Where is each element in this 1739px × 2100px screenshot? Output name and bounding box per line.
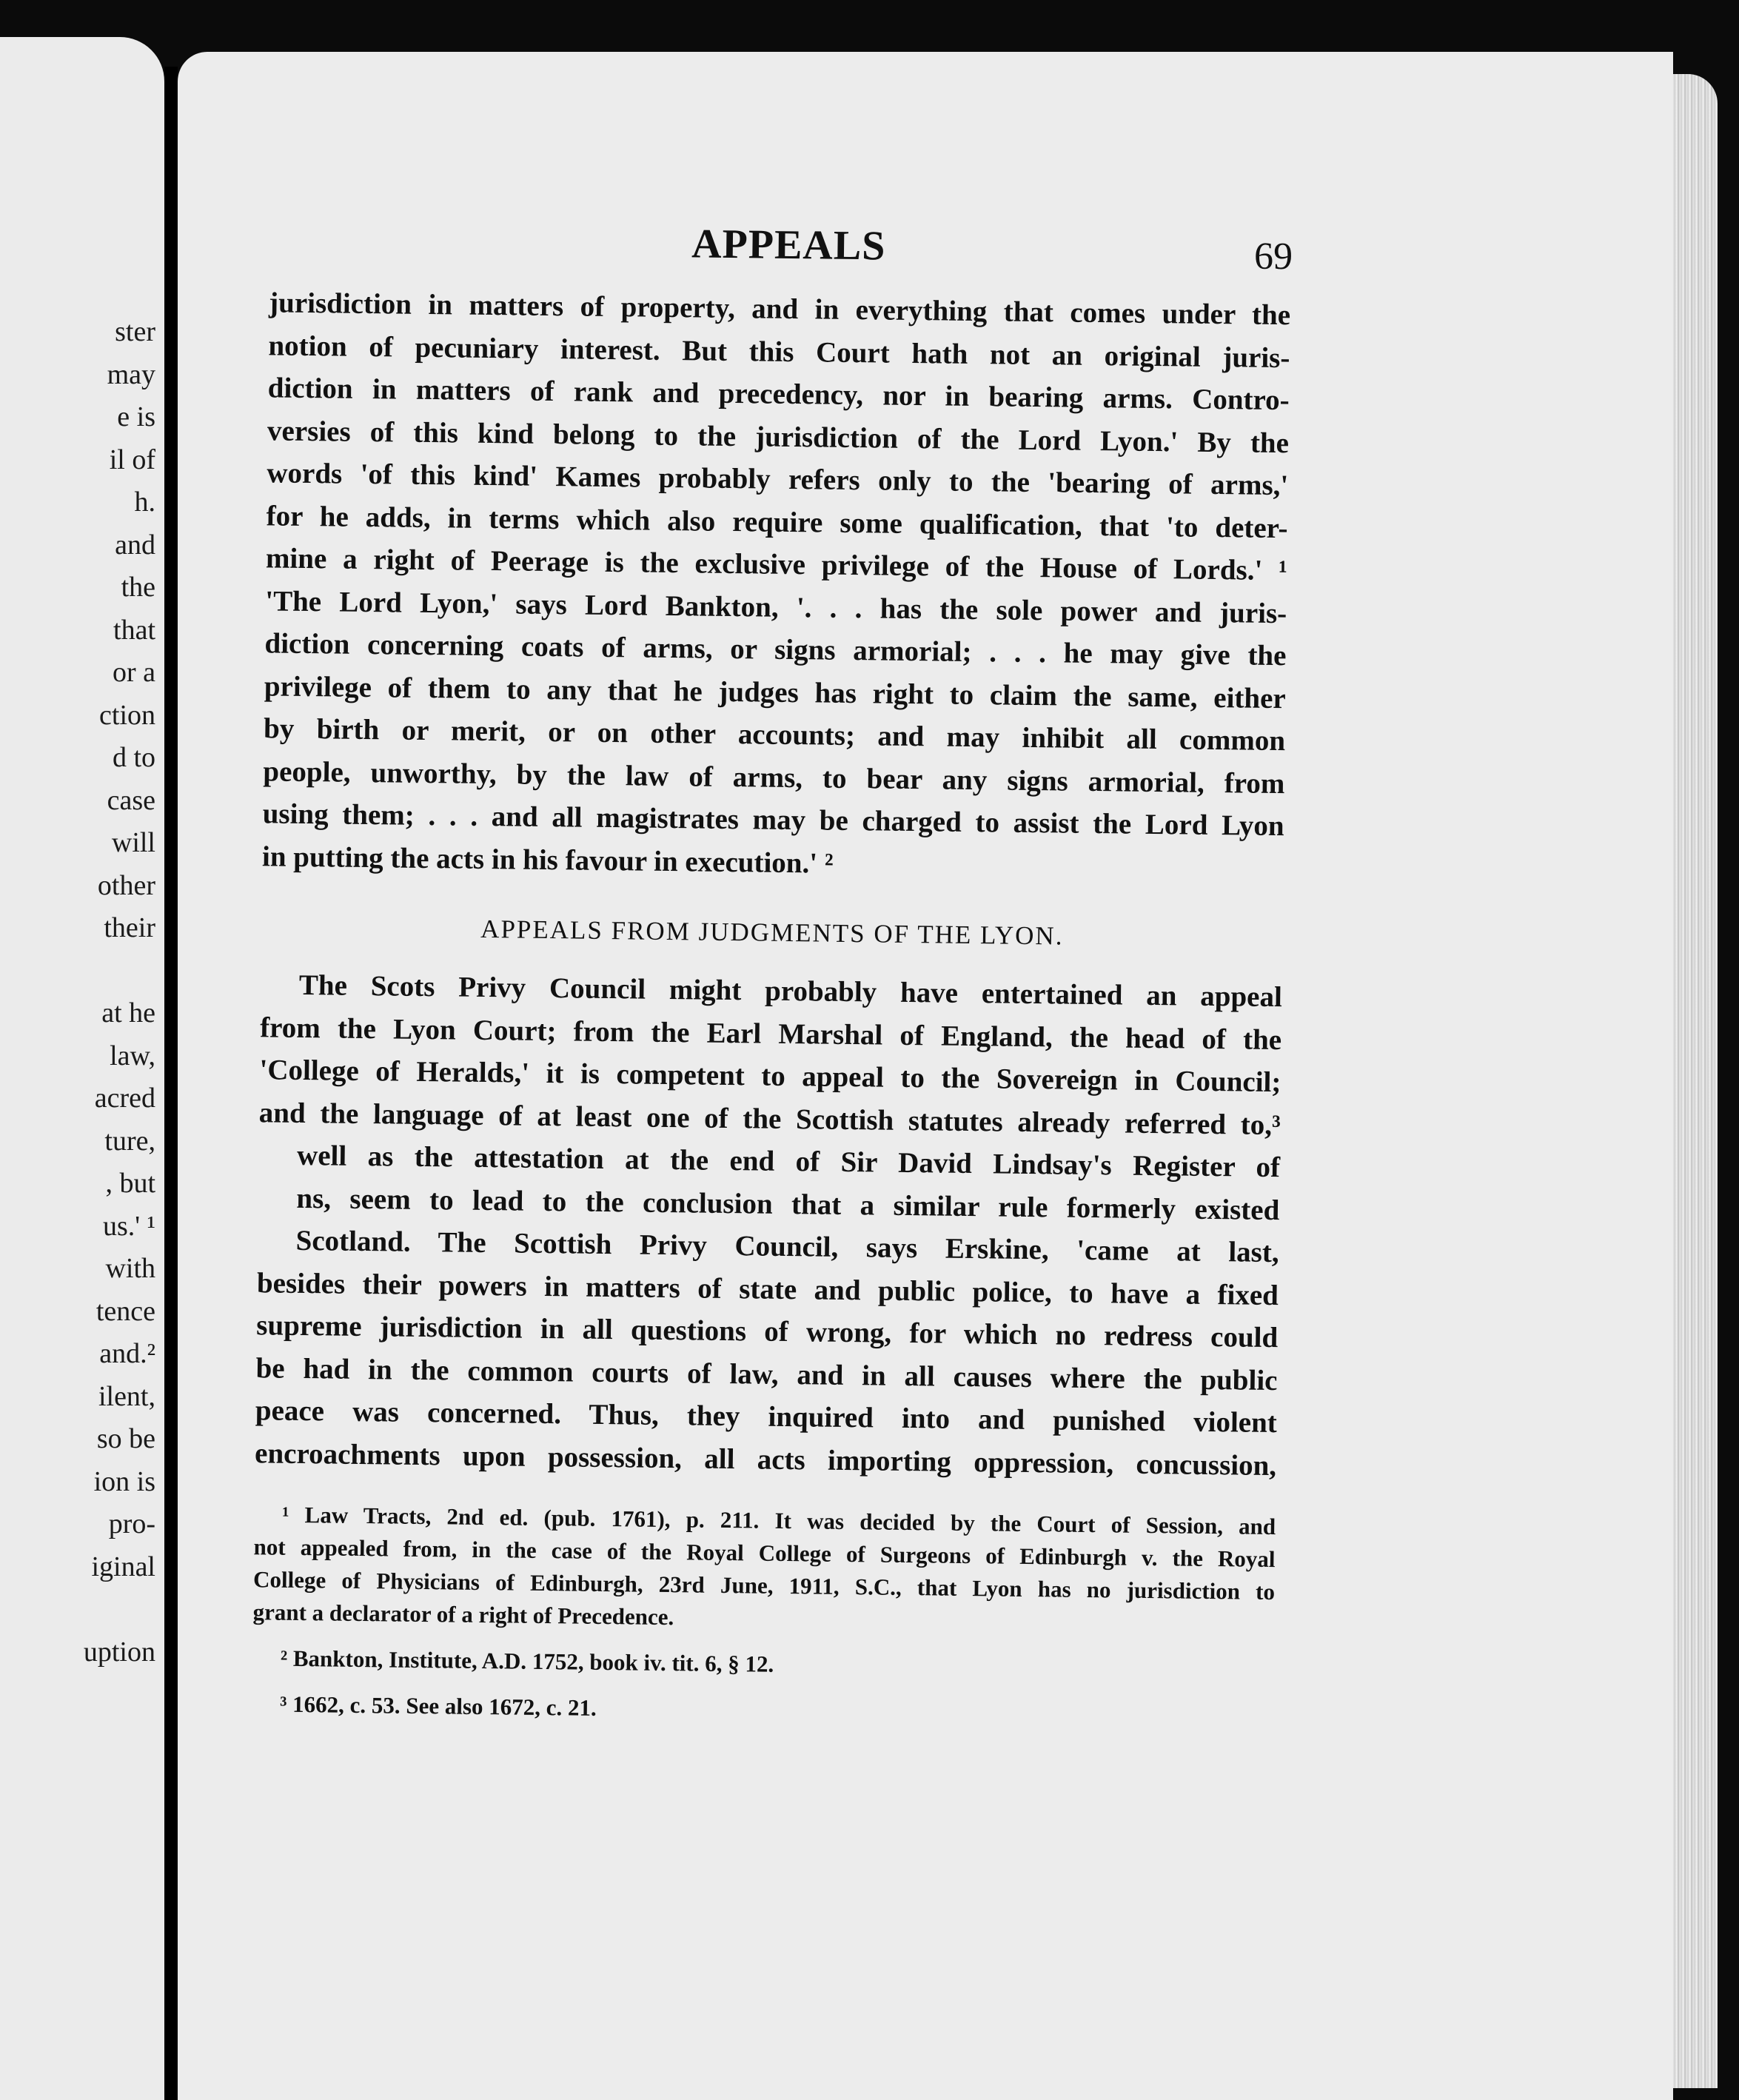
left-page-line: with — [105, 1253, 155, 1284]
text-line: for he adds, in terms which also require some qualification, that 'to deter- — [266, 499, 1288, 544]
left-page-line: uption — [83, 1636, 155, 1668]
left-page-line: law, — [110, 1040, 155, 1071]
left-page-line: d to — [112, 742, 155, 773]
text-line: people, unworthy, by the law of arms, to bear any signs armorial, from — [263, 755, 1285, 800]
text-line: jurisdiction in matters of property, and in everything that comes under the — [268, 287, 1291, 332]
text-line: from the Lyon Court; from the Earl Marshal of England, the head of the — [259, 1011, 1282, 1056]
text-line: diction in matters of rank and precedency, nor in bearing arms. Contro- — [267, 372, 1290, 417]
text-line: Scotland. The Scottish Privy Council, says Erskine, 'came at last, — [295, 1224, 1279, 1269]
footnote-2: ² Bankton, Institute, A.D. 1752, book iv. tit. 6, § 12. — [280, 1645, 774, 1677]
left-page-line: pro- — [108, 1508, 155, 1539]
left-page-line: acred — [94, 1083, 155, 1114]
text-line: besides their powers in matters of state and public police, to have a fixed — [256, 1266, 1279, 1311]
text-line: words 'of this kind' Kames probably refers only to the 'bearing of arms,' — [267, 457, 1289, 502]
footnote-3: ³ 1662, c. 53. See also 1672, c. 21. — [279, 1691, 597, 1721]
text-line: privilege of them to any that he judges has right to claim the same, either — [264, 669, 1287, 715]
footnote-line: not appealed from, in the case of the Royal College of Surgeons of Edinburgh v. the Royal — [253, 1534, 1276, 1573]
left-page-line: ster — [115, 316, 155, 347]
left-page-line: or a — [112, 657, 155, 688]
left-page-line — [0, 1593, 155, 1636]
book-gutter — [164, 67, 178, 2100]
left-page-line: us.' ¹ — [102, 1210, 155, 1242]
left-page-line: at he — [101, 997, 155, 1029]
text-line: notion of pecuniary interest. But this Court hath not an original juris- — [268, 329, 1290, 374]
left-page-line: other — [97, 869, 155, 901]
left-page-line: ture, — [104, 1125, 155, 1157]
left-page-line: il of — [109, 444, 155, 475]
left-page-line: will — [111, 827, 155, 858]
left-page-line: their — [104, 912, 155, 943]
left-page-line: , but — [105, 1168, 155, 1199]
footnote-line: College of Physicians of Edinburgh, 23rd June, 1911, S.C., that Lyon has no jurisdiction to — [252, 1566, 1276, 1605]
left-page-line: ion is — [93, 1465, 155, 1497]
paragraph-2 — [255, 963, 1282, 1487]
left-page-line: iginal — [91, 1551, 155, 1582]
footnotes — [252, 1498, 1276, 1733]
text-line: supreme jurisdiction in all questions of wrong, for which no redress could — [256, 1309, 1279, 1354]
left-page-line: and — [115, 529, 155, 561]
text-line: 'The Lord Lyon,' says Lord Bankton, '. . . has the sole power and juris- — [265, 584, 1287, 629]
footnote-line: grant a declarator of a right of Precedence. — [252, 1599, 674, 1631]
left-page-line: the — [121, 572, 155, 603]
text-line: 'College of Heralds,' it is competent to appeal to the Sovereign in Council; — [259, 1054, 1281, 1099]
left-page-line: case — [107, 784, 155, 816]
left-page-text — [0, 315, 155, 1678]
left-page-line: ction — [99, 699, 155, 731]
text-line: well as the attestation at the end of Sir David Lindsay's Register of — [296, 1139, 1281, 1184]
footnote-1 — [252, 1498, 1276, 1641]
left-page-line: and.² — [99, 1338, 155, 1369]
text-line: be had in the common courts of law, and in all causes where the public — [255, 1351, 1278, 1397]
section-heading: APPEALS FROM JUDGMENTS OF THE LYON. — [480, 914, 1064, 951]
text-line: mine a right of Peerage is the exclusive privilege of the House of Lords.' ¹ — [265, 542, 1288, 587]
text-line: ns, seem to lead to the conclusion that a similar rule formerly existed — [296, 1182, 1280, 1226]
left-facing-page — [0, 37, 164, 2100]
left-page-line: so be — [96, 1423, 155, 1454]
body-text — [252, 281, 1291, 1733]
text-line: diction concerning coats of arms, or signs armorial; . . . he may give the — [264, 627, 1287, 672]
text-line: by birth or merit, or on other accounts; and may inhibit all common — [263, 712, 1286, 758]
page-number: 69 — [1253, 235, 1293, 278]
text-line: and the language of at least one of the Scottish statutes already referred to,³ — [258, 1096, 1281, 1141]
paragraph-1 — [262, 281, 1291, 890]
left-page-line: h. — [134, 486, 155, 518]
text-line: in putting the acts in his favour in execution.' ² — [261, 840, 834, 880]
running-head: APPEALS — [691, 221, 886, 270]
left-page-line: tence — [96, 1295, 155, 1327]
text-line: versies of this kind belong to the jurisdiction of the Lord Lyon.' By the — [267, 414, 1290, 459]
left-page-line: e is — [117, 401, 155, 432]
text-line: encroachments upon possession, all acts importing oppression, concussion, — [254, 1437, 1277, 1482]
text-line: using them; . . . and all magistrates may be charged to assist the Lord Lyon — [262, 797, 1284, 843]
left-page-line: may — [107, 358, 155, 390]
text-line: peace was concerned. Thus, they inquired into and punished violent — [255, 1394, 1278, 1439]
footnote-line: ¹ Law Tracts, 2nd ed. (pub. 1761), p. 211. It was decided by the Court of Session, and — [281, 1501, 1276, 1540]
text-line: The Scots Privy Council might probably have entertained an appeal — [298, 969, 1283, 1014]
left-page-line: ilent, — [98, 1380, 155, 1412]
left-page-line — [0, 954, 155, 997]
left-page-line: that — [113, 614, 155, 646]
